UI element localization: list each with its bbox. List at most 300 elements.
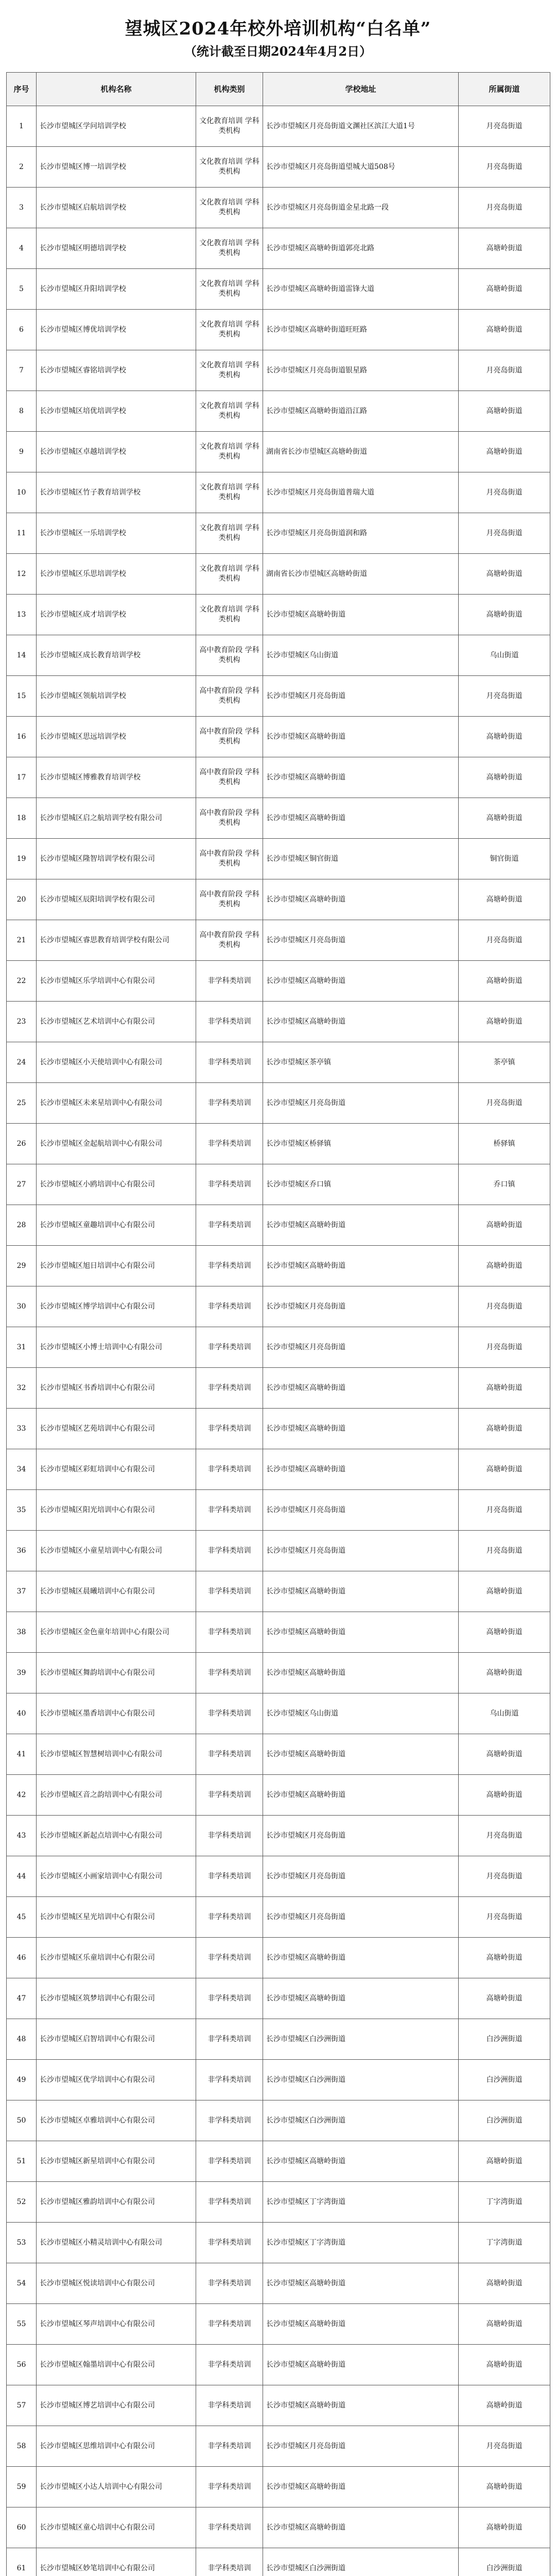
institution-type-cell: 非学科类培训 (196, 2223, 263, 2263)
institution-type-cell: 文化教育培训 学科类机构 (196, 472, 263, 513)
street-name-cell: 高塘岭街道 (459, 1246, 550, 1286)
street-name-cell: 白沙洲街道 (459, 2060, 550, 2100)
table-row (7, 1856, 550, 1897)
institution-type-cell: 非学科类培训 (196, 2467, 263, 2507)
institution-type-cell: 非学科类培训 (196, 1653, 263, 1693)
school-address-cell: 长沙市望城区高塘岭街道 (263, 1938, 459, 1978)
institution-name-cell: 长沙市望城区金起航培训中心有限公司 (37, 1124, 196, 1164)
institution-type-cell: 非学科类培训 (196, 1938, 263, 1978)
institution-name-cell: 长沙市望城区悦读培训中心有限公司 (37, 2263, 196, 2304)
institution-name-cell: 长沙市望城区艺术培训中心有限公司 (37, 1002, 196, 1042)
school-address-cell: 长沙市望城区月亮岛街道 (263, 1327, 459, 1368)
table-row (7, 2100, 550, 2141)
table-row (7, 1571, 550, 1612)
institution-type-cell: 非学科类培训 (196, 1693, 263, 1734)
table-row (7, 1205, 550, 1246)
school-address-cell: 长沙市望城区月亮岛街道 (263, 1531, 459, 1571)
school-address-cell: 长沙市望城区高塘岭街道 (263, 717, 459, 757)
institution-name-cell: 长沙市望城区新起点培训中心有限公司 (37, 1816, 196, 1856)
school-address-cell: 长沙市望城区高塘岭街道 (263, 2467, 459, 2507)
institution-name-cell: 长沙市望城区阳光培训中心有限公司 (37, 1490, 196, 1531)
table-row (7, 554, 550, 595)
institution-name-cell: 长沙市望城区小博士培训中心有限公司 (37, 1327, 196, 1368)
school-address-cell: 长沙市望城区高塘岭街道 (263, 1368, 459, 1409)
school-address-cell: 长沙市望城区高塘岭街道 (263, 2385, 459, 2426)
table-row (7, 1612, 550, 1653)
institution-type-cell: 非学科类培训 (196, 2263, 263, 2304)
table-row (7, 513, 550, 554)
street-name-cell: 高塘岭街道 (459, 269, 550, 310)
institution-name-cell: 长沙市望城区翰墨培训中心有限公司 (37, 2345, 196, 2385)
institution-name-cell: 长沙市望城区成才培训学校 (37, 595, 196, 635)
street-name-cell: 白沙洲街道 (459, 2019, 550, 2060)
institution-name-cell: 长沙市望城区升阳培训学校 (37, 269, 196, 310)
institution-type-cell: 非学科类培训 (196, 2507, 263, 2548)
row-number-cell: 3 (7, 188, 37, 228)
institution-name-cell: 长沙市望城区智慧树培训中心有限公司 (37, 1734, 196, 1775)
school-address-cell: 长沙市望城区高塘岭街道 (263, 1734, 459, 1775)
street-name-cell: 高塘岭街道 (459, 1653, 550, 1693)
institution-name-cell: 长沙市望城区博雅教育培训学校 (37, 757, 196, 798)
institution-type-cell: 非学科类培训 (196, 1612, 263, 1653)
row-number-cell: 48 (7, 2019, 37, 2060)
row-number-cell: 2 (7, 147, 37, 188)
institution-name-cell: 长沙市望城区博学培训中心有限公司 (37, 1286, 196, 1327)
row-number-cell: 6 (7, 310, 37, 350)
whitelist-table (6, 72, 550, 2576)
row-number-cell: 16 (7, 717, 37, 757)
institution-type-cell: 非学科类培训 (196, 1734, 263, 1775)
institution-type-cell: 文化教育培训 学科类机构 (196, 269, 263, 310)
school-address-cell: 湖南省长沙市望城区高塘岭街道 (263, 432, 459, 472)
street-name-cell: 高塘岭街道 (459, 2304, 550, 2345)
institution-name-cell: 长沙市望城区乐学培训中心有限公司 (37, 961, 196, 1002)
institution-type-cell: 高中教育阶段 学科类机构 (196, 798, 263, 839)
column-header-name: 机构名称 (37, 73, 196, 106)
street-name-cell: 月亮岛街道 (459, 676, 550, 717)
institution-type-cell: 非学科类培训 (196, 2060, 263, 2100)
street-name-cell: 月亮岛街道 (459, 1897, 550, 1938)
table-row (7, 1775, 550, 1816)
school-address-cell: 长沙市望城区月亮岛街道文渊社区滨江大道1号 (263, 106, 459, 147)
row-number-cell: 33 (7, 1409, 37, 1449)
school-address-cell: 长沙市望城区高塘岭街道 (263, 798, 459, 839)
street-name-cell: 白沙洲街道 (459, 2548, 550, 2576)
row-number-cell: 23 (7, 1002, 37, 1042)
street-name-cell: 高塘岭街道 (459, 595, 550, 635)
street-name-cell: 月亮岛街道 (459, 1490, 550, 1531)
institution-type-cell: 文化教育培训 学科类机构 (196, 228, 263, 269)
institution-name-cell: 长沙市望城区成长教育培训学校 (37, 635, 196, 676)
table-row (7, 432, 550, 472)
institution-name-cell: 长沙市望城区小天使培训中心有限公司 (37, 1042, 196, 1083)
row-number-cell: 15 (7, 676, 37, 717)
row-number-cell: 44 (7, 1856, 37, 1897)
street-name-cell: 高塘岭街道 (459, 798, 550, 839)
row-number-cell: 21 (7, 920, 37, 961)
row-number-cell: 51 (7, 2141, 37, 2182)
row-number-cell: 54 (7, 2263, 37, 2304)
institution-name-cell: 长沙市望城区小画家培训中心有限公司 (37, 1856, 196, 1897)
institution-name-cell: 长沙市望城区卓越培训学校 (37, 432, 196, 472)
table-row (7, 1368, 550, 1409)
institution-name-cell: 长沙市望城区筑梦培训中心有限公司 (37, 1978, 196, 2019)
institution-type-cell: 高中教育阶段 学科类机构 (196, 920, 263, 961)
table-row (7, 920, 550, 961)
street-name-cell: 高塘岭街道 (459, 1734, 550, 1775)
school-address-cell: 长沙市望城区高塘岭街道 (263, 1205, 459, 1246)
school-address-cell: 长沙市望城区月亮岛街道银星路 (263, 350, 459, 391)
table-row (7, 2385, 550, 2426)
row-number-cell: 59 (7, 2467, 37, 2507)
row-number-cell: 17 (7, 757, 37, 798)
institution-type-cell: 非学科类培训 (196, 1856, 263, 1897)
row-number-cell: 8 (7, 391, 37, 432)
school-address-cell: 长沙市望城区高塘岭街道 (263, 2507, 459, 2548)
row-number-cell: 11 (7, 513, 37, 554)
institution-name-cell: 长沙市望城区睿铭培训学校 (37, 350, 196, 391)
institution-name-cell: 长沙市望城区舞韵培训中心有限公司 (37, 1653, 196, 1693)
street-name-cell: 高塘岭街道 (459, 757, 550, 798)
row-number-cell: 49 (7, 2060, 37, 2100)
institution-type-cell: 文化教育培训 学科类机构 (196, 350, 263, 391)
institution-type-cell: 高中教育阶段 学科类机构 (196, 839, 263, 879)
row-number-cell: 34 (7, 1449, 37, 1490)
row-number-cell: 4 (7, 228, 37, 269)
street-name-cell: 乌山街道 (459, 1693, 550, 1734)
institution-type-cell: 非学科类培训 (196, 2019, 263, 2060)
institution-type-cell: 非学科类培训 (196, 2141, 263, 2182)
table-row (7, 1693, 550, 1734)
institution-name-cell: 长沙市望城区彩虹培训中心有限公司 (37, 1449, 196, 1490)
street-name-cell: 月亮岛街道 (459, 147, 550, 188)
row-number-cell: 1 (7, 106, 37, 147)
street-name-cell: 月亮岛街道 (459, 1816, 550, 1856)
row-number-cell: 28 (7, 1205, 37, 1246)
school-address-cell: 长沙市望城区月亮岛街道普瑞大道 (263, 472, 459, 513)
institution-type-cell: 非学科类培训 (196, 2345, 263, 2385)
row-number-cell: 50 (7, 2100, 37, 2141)
school-address-cell: 长沙市望城区高塘岭街道 (263, 961, 459, 1002)
institution-type-cell: 非学科类培训 (196, 1816, 263, 1856)
institution-name-cell: 长沙市望城区书香培训中心有限公司 (37, 1368, 196, 1409)
institution-type-cell: 非学科类培训 (196, 1368, 263, 1409)
column-header-type: 机构类别 (196, 73, 263, 106)
institution-name-cell: 长沙市望城区睿思教育培训学校有限公司 (37, 920, 196, 961)
street-name-cell: 高塘岭街道 (459, 1409, 550, 1449)
school-address-cell: 长沙市望城区白沙洲街道 (263, 2060, 459, 2100)
table-row (7, 472, 550, 513)
institution-type-cell: 文化教育培训 学科类机构 (196, 188, 263, 228)
table-row (7, 1246, 550, 1286)
school-address-cell: 长沙市望城区高塘岭街道雷锋大道 (263, 269, 459, 310)
street-name-cell: 高塘岭街道 (459, 2507, 550, 2548)
table-row (7, 2548, 550, 2576)
school-address-cell: 长沙市望城区高塘岭街道 (263, 2141, 459, 2182)
institution-name-cell: 长沙市望城区竹子教育培训学校 (37, 472, 196, 513)
table-row (7, 1042, 550, 1083)
table-row (7, 2304, 550, 2345)
row-number-cell: 30 (7, 1286, 37, 1327)
row-number-cell: 37 (7, 1571, 37, 1612)
school-address-cell: 长沙市望城区高塘岭街道 (263, 595, 459, 635)
row-number-cell: 46 (7, 1938, 37, 1978)
row-number-cell: 31 (7, 1327, 37, 1368)
institution-name-cell: 长沙市望城区思维培训中心有限公司 (37, 2426, 196, 2467)
institution-type-cell: 非学科类培训 (196, 961, 263, 1002)
institution-name-cell: 长沙市望城区明德培训学校 (37, 228, 196, 269)
institution-type-cell: 文化教育培训 学科类机构 (196, 391, 263, 432)
street-name-cell: 高塘岭街道 (459, 228, 550, 269)
row-number-cell: 41 (7, 1734, 37, 1775)
table-row (7, 1124, 550, 1164)
institution-name-cell: 长沙市望城区小童星培训中心有限公司 (37, 1531, 196, 1571)
institution-type-cell: 文化教育培训 学科类机构 (196, 310, 263, 350)
table-row (7, 1286, 550, 1327)
table-row (7, 839, 550, 879)
row-number-cell: 14 (7, 635, 37, 676)
school-address-cell: 长沙市望城区月亮岛街道 (263, 1083, 459, 1124)
institution-type-cell: 非学科类培训 (196, 1002, 263, 1042)
street-name-cell: 月亮岛街道 (459, 472, 550, 513)
table-row (7, 961, 550, 1002)
institution-type-cell: 非学科类培训 (196, 2304, 263, 2345)
table-row (7, 1897, 550, 1938)
row-number-cell: 19 (7, 839, 37, 879)
institution-name-cell: 长沙市望城区启航培训学校 (37, 188, 196, 228)
table-row (7, 147, 550, 188)
table-row (7, 2263, 550, 2304)
institution-name-cell: 长沙市望城区学问培训学校 (37, 106, 196, 147)
school-address-cell: 长沙市望城区月亮岛街道 (263, 1490, 459, 1531)
street-name-cell: 高塘岭街道 (459, 1205, 550, 1246)
table-row (7, 391, 550, 432)
institution-name-cell: 长沙市望城区妙笔培训中心有限公司 (37, 2548, 196, 2576)
table-row (7, 1816, 550, 1856)
street-name-cell: 高塘岭街道 (459, 2345, 550, 2385)
institution-type-cell: 非学科类培训 (196, 1571, 263, 1612)
row-number-cell: 47 (7, 1978, 37, 2019)
table-row (7, 798, 550, 839)
table-row (7, 188, 550, 228)
row-number-cell: 7 (7, 350, 37, 391)
institution-name-cell: 长沙市望城区童趣培训中心有限公司 (37, 1205, 196, 1246)
institution-name-cell: 长沙市望城区晨曦培训中心有限公司 (37, 1571, 196, 1612)
row-number-cell: 27 (7, 1164, 37, 1205)
institution-type-cell: 非学科类培训 (196, 1775, 263, 1816)
street-name-cell: 高塘岭街道 (459, 2385, 550, 2426)
row-number-cell: 55 (7, 2304, 37, 2345)
row-number-cell: 26 (7, 1124, 37, 1164)
row-number-cell: 10 (7, 472, 37, 513)
row-number-cell: 38 (7, 1612, 37, 1653)
institution-type-cell: 非学科类培训 (196, 1205, 263, 1246)
institution-type-cell: 非学科类培训 (196, 1286, 263, 1327)
table-row (7, 1734, 550, 1775)
street-name-cell: 桥驿镇 (459, 1124, 550, 1164)
school-address-cell: 长沙市望城区高塘岭街道 (263, 1653, 459, 1693)
street-name-cell: 高塘岭街道 (459, 1775, 550, 1816)
school-address-cell: 长沙市望城区高塘岭街道 (263, 1978, 459, 2019)
street-name-cell: 高塘岭街道 (459, 1449, 550, 1490)
table-row (7, 2467, 550, 2507)
institution-name-cell: 长沙市望城区墨香培训中心有限公司 (37, 1693, 196, 1734)
school-address-cell: 长沙市望城区高塘岭街道 (263, 1246, 459, 1286)
institution-type-cell: 文化教育培训 学科类机构 (196, 513, 263, 554)
street-name-cell: 高塘岭街道 (459, 310, 550, 350)
school-address-cell: 长沙市望城区月亮岛街道 (263, 1816, 459, 1856)
row-number-cell: 52 (7, 2182, 37, 2223)
row-number-cell: 32 (7, 1368, 37, 1409)
row-number-cell: 61 (7, 2548, 37, 2576)
street-name-cell: 高塘岭街道 (459, 2467, 550, 2507)
school-address-cell: 长沙市望城区高塘岭街道 (263, 1612, 459, 1653)
institution-type-cell: 文化教育培训 学科类机构 (196, 432, 263, 472)
institution-type-cell: 非学科类培训 (196, 1042, 263, 1083)
table-row (7, 1327, 550, 1368)
institution-name-cell: 长沙市望城区博艺培训中心有限公司 (37, 2385, 196, 2426)
row-number-cell: 60 (7, 2507, 37, 2548)
street-name-cell: 乔口镇 (459, 1164, 550, 1205)
institution-type-cell: 非学科类培训 (196, 2385, 263, 2426)
row-number-cell: 40 (7, 1693, 37, 1734)
institution-name-cell: 长沙市望城区音之韵培训中心有限公司 (37, 1775, 196, 1816)
institution-name-cell: 长沙市望城区隆智培训学校有限公司 (37, 839, 196, 879)
table-row (7, 1938, 550, 1978)
institution-name-cell: 长沙市望城区思远培训学校 (37, 717, 196, 757)
street-name-cell: 月亮岛街道 (459, 188, 550, 228)
table-row (7, 676, 550, 717)
row-number-cell: 18 (7, 798, 37, 839)
institution-name-cell: 长沙市望城区小达人培训中心有限公司 (37, 2467, 196, 2507)
street-name-cell: 白沙洲街道 (459, 2100, 550, 2141)
street-name-cell: 月亮岛街道 (459, 1327, 550, 1368)
street-name-cell: 高塘岭街道 (459, 432, 550, 472)
table-row (7, 1978, 550, 2019)
row-number-cell: 13 (7, 595, 37, 635)
school-address-cell: 长沙市望城区月亮岛街道 (263, 2426, 459, 2467)
school-address-cell: 长沙市望城区月亮岛街道望城大道508号 (263, 147, 459, 188)
institution-name-cell: 长沙市望城区一乐培训学校 (37, 513, 196, 554)
institution-type-cell: 非学科类培训 (196, 1083, 263, 1124)
table-row (7, 757, 550, 798)
table-row (7, 2141, 550, 2182)
institution-type-cell: 非学科类培训 (196, 1531, 263, 1571)
institution-name-cell: 长沙市望城区辰阳培训学校有限公司 (37, 879, 196, 920)
school-address-cell: 长沙市望城区月亮岛街道 (263, 676, 459, 717)
school-address-cell: 长沙市望城区桥驿镇 (263, 1124, 459, 1164)
institution-type-cell: 非学科类培训 (196, 2426, 263, 2467)
row-number-cell: 12 (7, 554, 37, 595)
school-address-cell: 长沙市望城区高塘岭街道 (263, 879, 459, 920)
row-number-cell: 24 (7, 1042, 37, 1083)
institution-type-cell: 文化教育培训 学科类机构 (196, 147, 263, 188)
street-name-cell: 高塘岭街道 (459, 879, 550, 920)
table-row (7, 1409, 550, 1449)
row-number-cell: 43 (7, 1816, 37, 1856)
row-number-cell: 39 (7, 1653, 37, 1693)
school-address-cell: 长沙市望城区月亮岛街道 (263, 1856, 459, 1897)
institution-name-cell: 长沙市望城区博一培训学校 (37, 147, 196, 188)
street-name-cell: 高塘岭街道 (459, 1368, 550, 1409)
school-address-cell: 长沙市望城区乌山街道 (263, 635, 459, 676)
row-number-cell: 22 (7, 961, 37, 1002)
table-row (7, 879, 550, 920)
institution-type-cell: 高中教育阶段 学科类机构 (196, 757, 263, 798)
row-number-cell: 5 (7, 269, 37, 310)
school-address-cell: 长沙市望城区高塘岭街道沿江路 (263, 391, 459, 432)
row-number-cell: 36 (7, 1531, 37, 1571)
institution-name-cell: 长沙市望城区新星培训中心有限公司 (37, 2141, 196, 2182)
street-name-cell: 高塘岭街道 (459, 1571, 550, 1612)
school-address-cell: 长沙市望城区月亮岛街道 (263, 1286, 459, 1327)
row-number-cell: 35 (7, 1490, 37, 1531)
street-name-cell: 高塘岭街道 (459, 1978, 550, 2019)
institution-type-cell: 高中教育阶段 学科类机构 (196, 879, 263, 920)
institution-type-cell: 非学科类培训 (196, 1449, 263, 1490)
table-row (7, 2182, 550, 2223)
table-row (7, 228, 550, 269)
institution-type-cell: 高中教育阶段 学科类机构 (196, 676, 263, 717)
street-name-cell: 月亮岛街道 (459, 106, 550, 147)
table-row (7, 1653, 550, 1693)
institution-type-cell: 非学科类培训 (196, 1327, 263, 1368)
page-subtitle: （统计截至日期2024年4月2日） (184, 44, 372, 59)
institution-type-cell: 非学科类培训 (196, 1246, 263, 1286)
street-name-cell: 月亮岛街道 (459, 1856, 550, 1897)
institution-type-cell: 非学科类培训 (196, 1164, 263, 1205)
school-address-cell: 长沙市望城区高塘岭街道 (263, 2263, 459, 2304)
school-address-cell: 长沙市望城区高塘岭街道 (263, 1571, 459, 1612)
institution-name-cell: 长沙市望城区雅韵培训中心有限公司 (37, 2182, 196, 2223)
street-name-cell: 月亮岛街道 (459, 1286, 550, 1327)
school-address-cell: 湖南省长沙市望城区高塘岭街道 (263, 554, 459, 595)
street-name-cell: 高塘岭街道 (459, 1938, 550, 1978)
institution-type-cell: 文化教育培训 学科类机构 (196, 554, 263, 595)
institution-type-cell: 非学科类培训 (196, 1978, 263, 2019)
institution-name-cell: 长沙市望城区博优培训学校 (37, 310, 196, 350)
school-address-cell: 长沙市望城区高塘岭街道 (263, 757, 459, 798)
table-row (7, 2426, 550, 2467)
institution-type-cell: 非学科类培训 (196, 2100, 263, 2141)
institution-type-cell: 文化教育培训 学科类机构 (196, 106, 263, 147)
institution-type-cell: 高中教育阶段 学科类机构 (196, 635, 263, 676)
table-row (7, 1531, 550, 1571)
school-address-cell: 长沙市望城区高塘岭街道 (263, 1409, 459, 1449)
column-header-no: 序号 (7, 73, 37, 106)
school-address-cell: 长沙市望城区月亮岛街道润和路 (263, 513, 459, 554)
school-address-cell: 长沙市望城区丁字湾街道 (263, 2223, 459, 2263)
institution-name-cell: 长沙市望城区启智培训中心有限公司 (37, 2019, 196, 2060)
street-name-cell: 高塘岭街道 (459, 2263, 550, 2304)
table-header (7, 73, 550, 106)
institution-type-cell: 非学科类培训 (196, 1409, 263, 1449)
street-name-cell: 月亮岛街道 (459, 920, 550, 961)
school-address-cell: 长沙市望城区月亮岛街道金星北路一段 (263, 188, 459, 228)
table-row (7, 1490, 550, 1531)
table-header-row (7, 73, 550, 106)
street-name-cell: 月亮岛街道 (459, 2426, 550, 2467)
row-number-cell: 9 (7, 432, 37, 472)
street-name-cell: 月亮岛街道 (459, 513, 550, 554)
street-name-cell: 丁字湾街道 (459, 2223, 550, 2263)
school-address-cell: 长沙市望城区月亮岛街道 (263, 1897, 459, 1938)
institution-name-cell: 长沙市望城区小鸥培训中心有限公司 (37, 1164, 196, 1205)
table-row (7, 2345, 550, 2385)
institution-name-cell: 长沙市望城区乐童培训中心有限公司 (37, 1938, 196, 1978)
row-number-cell: 58 (7, 2426, 37, 2467)
table-row (7, 2060, 550, 2100)
